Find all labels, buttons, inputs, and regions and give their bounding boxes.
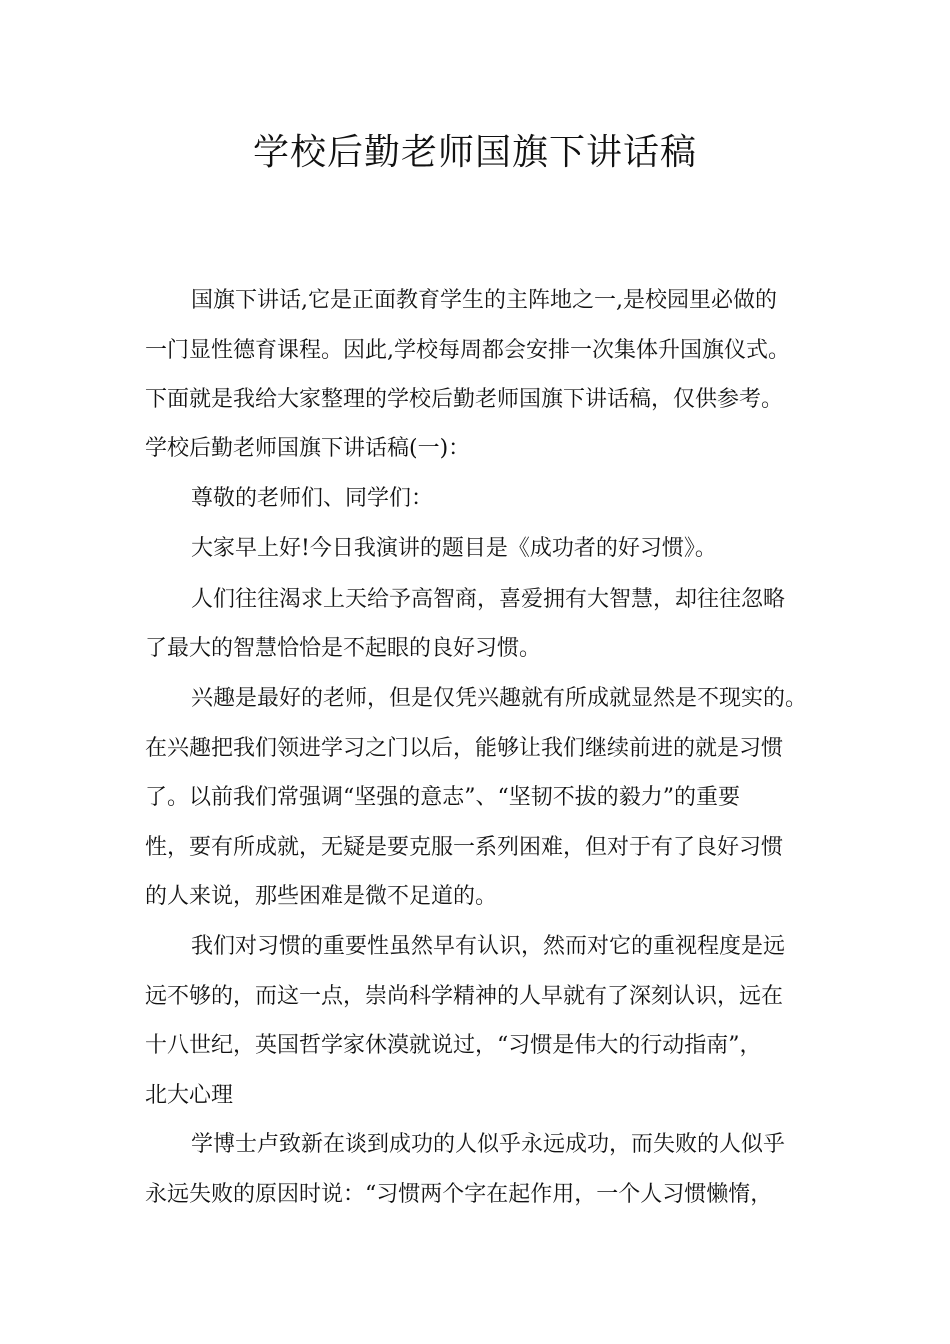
text-line: 国旗下讲话,它是正面教育学生的主阵地之一,是校园里必做的 xyxy=(191,288,777,313)
text-line: 的人来说，那些困难是微不足道的。 xyxy=(145,884,498,909)
text-line: 学博士卢致新在谈到成功的人似乎永远成功，而失败的人似乎 xyxy=(191,1132,786,1157)
text-line: 一门显性德育课程。因此,学校每周都会安排一次集体升国旗仪式。 xyxy=(145,338,790,363)
text-line: 永远失败的原因时说：“习惯两个字在起作用，一个人习惯懒惰， xyxy=(145,1182,773,1207)
text-line: 下面就是我给大家整理的学校后勤老师国旗下讲话稿，仅供参考。 xyxy=(145,387,784,412)
text-line: 尊敬的老师们、同学们： xyxy=(191,486,434,511)
text-line: 大家早上好!今日我演讲的题目是《成功者的好习惯》。 xyxy=(191,536,717,561)
text-line: 兴趣是最好的老师，但是仅凭兴趣就有所成就显然是不现实的。 xyxy=(191,686,808,711)
text-line: 北大心理 xyxy=(145,1083,234,1108)
text-line: 了最大的智慧恰恰是不起眼的良好习惯。 xyxy=(145,636,542,661)
text-line: 学校后勤老师国旗下讲话稿(一)： xyxy=(145,436,471,461)
text-line: 人们往往渴求上天给予高智商，喜爱拥有大智慧，却往往忽略 xyxy=(191,587,786,612)
text-line: 性，要有所成就，无疑是要克服一系列困难，但对于有了良好习惯 xyxy=(145,835,784,860)
text-line: 远不够的，而这一点，崇尚科学精神的人早就有了深刻认识，远在 xyxy=(145,984,784,1009)
text-line: 我们对习惯的重要性虽然早有认识，然而对它的重视程度是远 xyxy=(191,934,786,959)
text-line: 了。以前我们常强调“坚强的意志”、“坚韧不拔的毅力”的重要 xyxy=(145,785,740,810)
document-title: 学校后勤老师国旗下讲话稿 xyxy=(252,132,697,173)
text-line: 十八世纪，英国哲学家休漠就说过，“习惯是伟大的行动指南”， xyxy=(145,1033,762,1058)
text-line: 在兴趣把我们领进学习之门以后，能够让我们继续前进的就是习惯 xyxy=(145,736,784,761)
